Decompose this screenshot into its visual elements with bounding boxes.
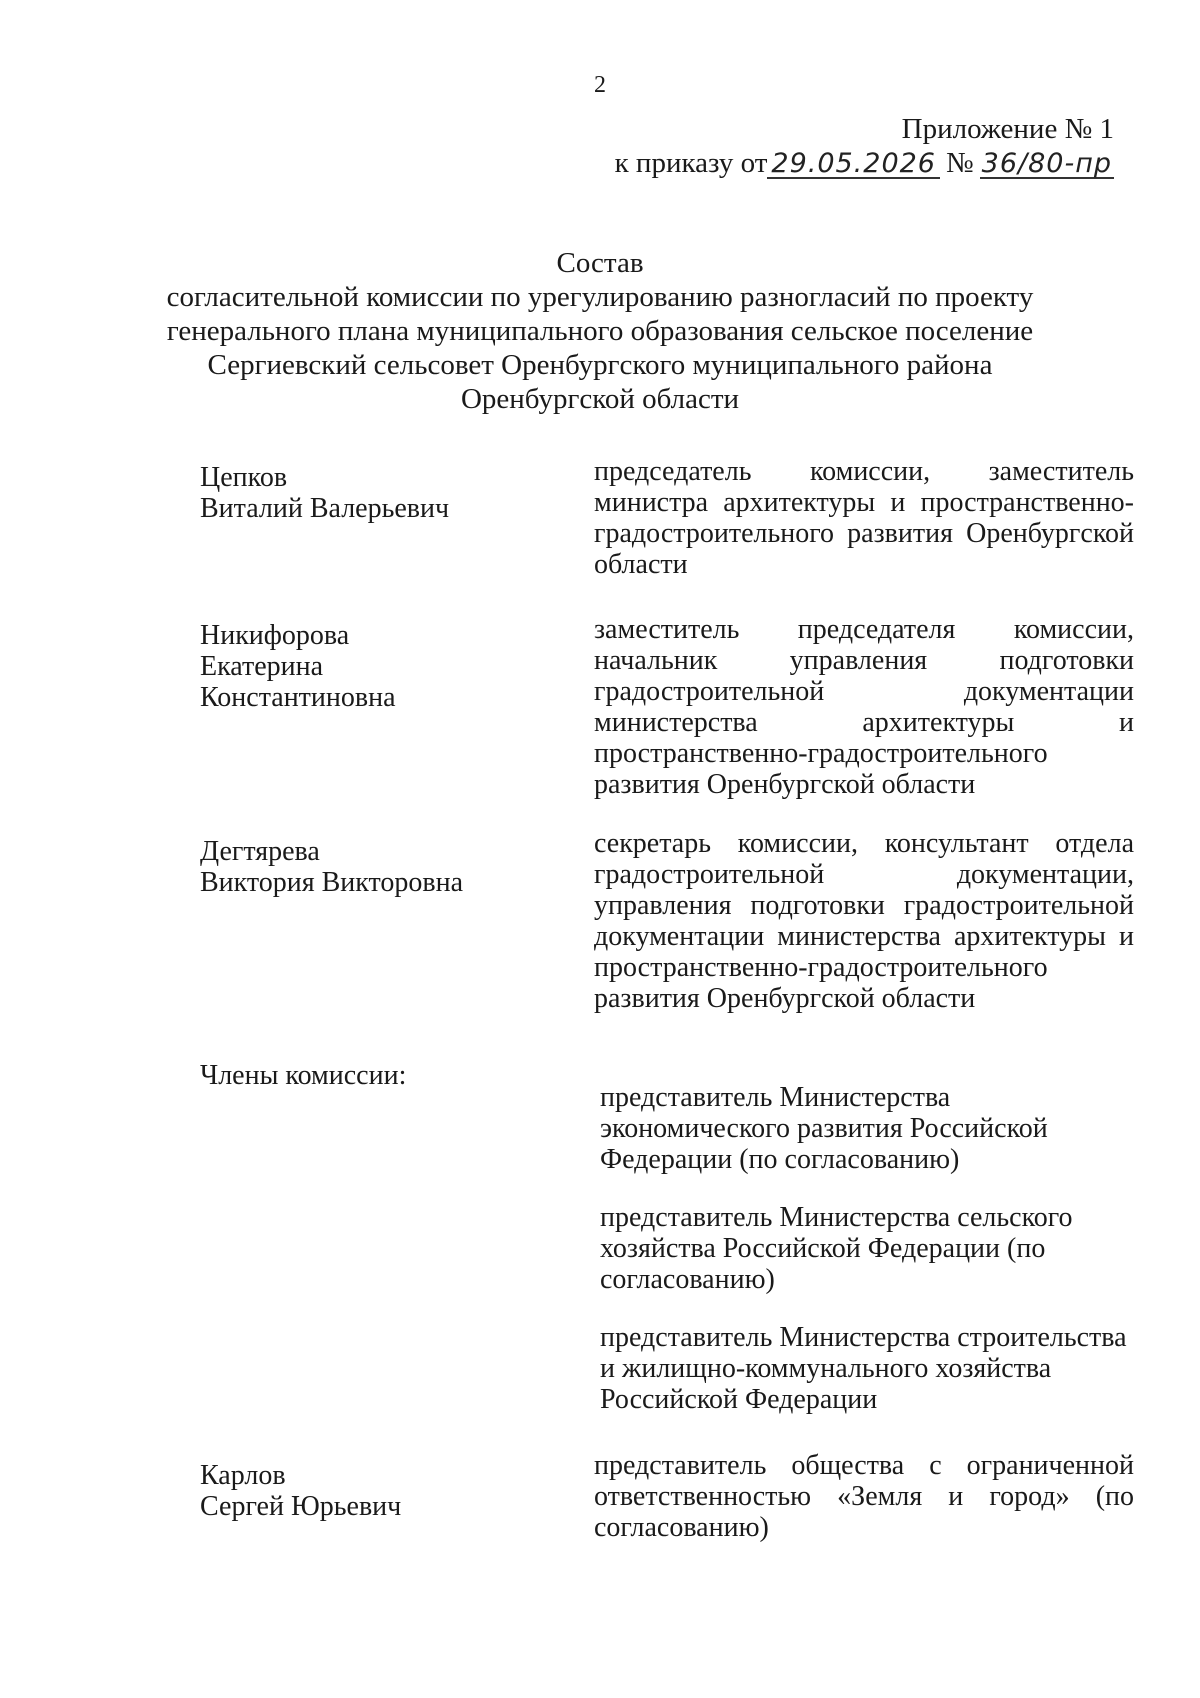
member-surname: Карлов	[200, 1460, 286, 1491]
member-role: секретарь комиссии, консультант отдела градостроительной документации, управления подготовки градостроительной документации министерства архитектуры и пространственно-градостроительного развития Оренбургской области	[594, 828, 1134, 1014]
member-role: представитель общества с ограниченной ответственностью «Земля и город» (по согласованию)	[594, 1450, 1134, 1543]
member-given-name: Виктория Викторовна	[200, 867, 464, 898]
representative-entry: представитель Министерства сельского хозяйства Российской Федерации (по согласованию)	[600, 1202, 1073, 1295]
member-name	[200, 836, 540, 898]
member-name	[200, 620, 540, 713]
member-given-name: Сергей Юрьевич	[200, 1491, 402, 1522]
order-prefix: к приказу от	[614, 147, 768, 179]
order-reference	[615, 146, 1114, 180]
page-number: 2	[594, 72, 606, 98]
member-role: председатель комиссии, заместитель министра архитектуры и пространственно-градостроительного развития Оренбургской области	[594, 456, 1134, 580]
member-given-name: Екатерина	[200, 651, 324, 682]
heading-line: согласительной комиссии по урегулированию разногласий по проекту	[166, 281, 1034, 313]
member-name	[200, 1460, 540, 1522]
representative-entry: представитель Министерства строительства и жилищно-коммунального хозяйства Российской Федерации	[600, 1322, 1127, 1415]
number-sign: №	[945, 147, 974, 179]
member-surname: Никифорова	[200, 620, 350, 651]
appendix-header	[615, 112, 1114, 180]
members-label: Члены комиссии:	[200, 1060, 407, 1091]
representative-entry: представитель Министерства экономического развития Российской Федерации (по согласованию)	[600, 1082, 1048, 1175]
member-patronymic: Константиновна	[200, 682, 396, 713]
heading-line: Сергиевский сельсовет Оренбургского муниципального района	[207, 349, 993, 381]
member-surname: Цепков	[200, 462, 288, 493]
member-surname: Дегтярева	[200, 836, 320, 867]
heading-line: Оренбургской области	[460, 383, 740, 415]
heading-line: генерального плана муниципального образования сельское поселение	[166, 315, 1034, 347]
member-role: заместитель председателя комиссии, начальник управления подготовки градостроительной документации министерства архитектуры и пространственно-градостроительного развития Оренбургской области	[594, 614, 1134, 800]
document-heading	[150, 246, 1050, 416]
member-name	[200, 462, 540, 524]
appendix-title: Приложение № 1	[901, 113, 1114, 145]
heading-title: Состав	[556, 247, 644, 279]
handwritten-order-date: 29.05.2026	[767, 151, 940, 179]
member-given-name: Виталий Валерьевич	[200, 493, 450, 524]
handwritten-order-number: 36/80-пр	[981, 148, 1112, 179]
